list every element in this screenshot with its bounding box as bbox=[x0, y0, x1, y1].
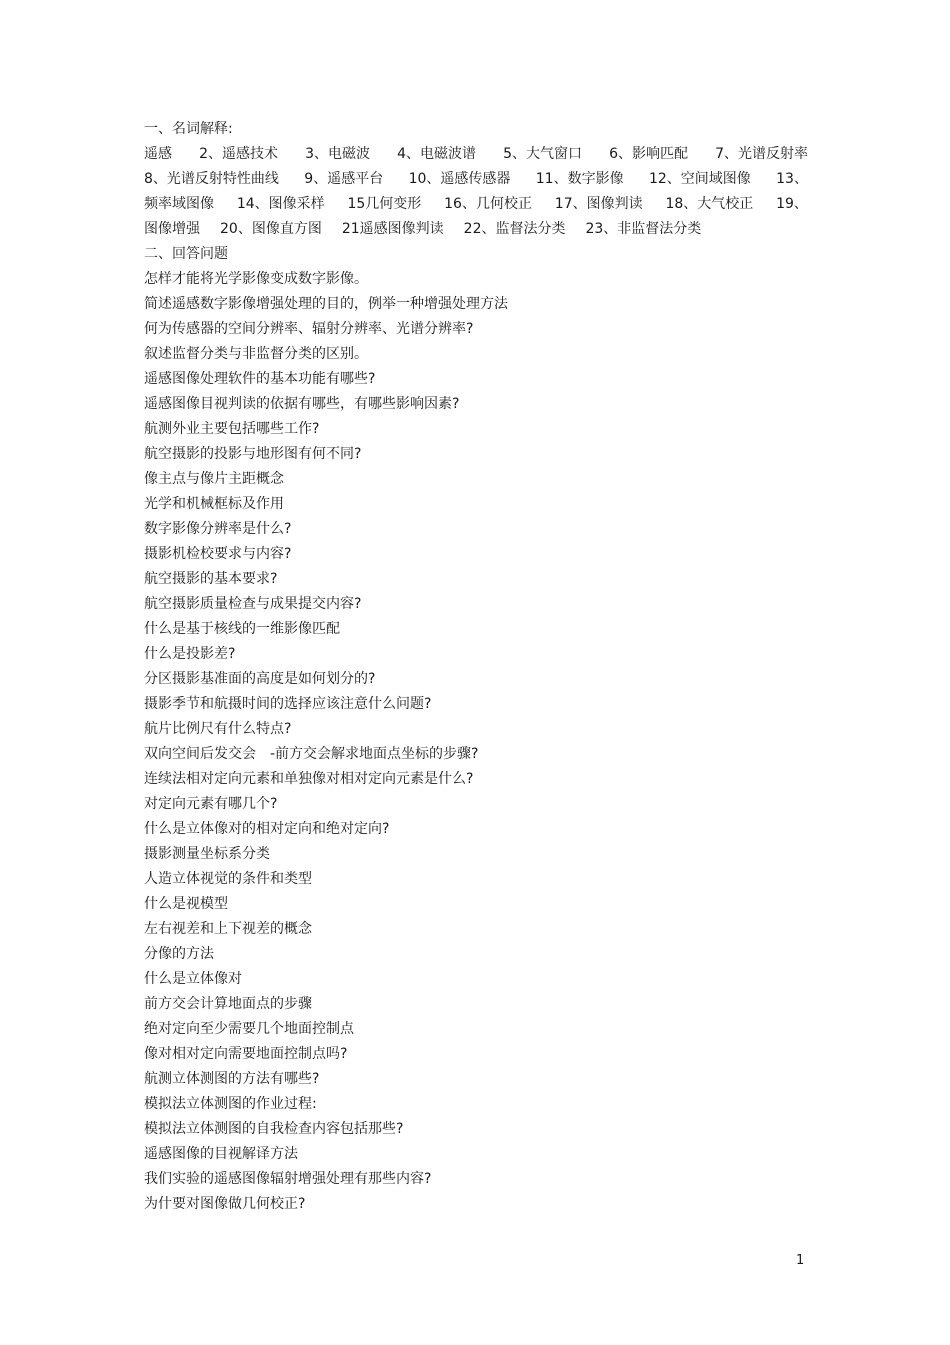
question-item: 光学和机械框标及作用 bbox=[144, 496, 284, 512]
question-item: 摄影机检校要求与内容? bbox=[144, 546, 292, 562]
question-item: 叙述监督分类与非监督分类的区别。 bbox=[144, 346, 368, 362]
term-item: 13、 bbox=[776, 171, 808, 187]
term-item: 4、电磁波谱 bbox=[397, 146, 476, 162]
question-item: 绝对定向至少需要几个地面控制点 bbox=[144, 1021, 354, 1037]
question-item: 航测立体测图的方法有哪些? bbox=[144, 1071, 320, 1087]
question-item: 什么是立体像对的相对定向和绝对定向? bbox=[144, 821, 390, 837]
question-item: 我们实验的遥感图像辐射增强处理有那些内容? bbox=[144, 1171, 432, 1187]
term-item: 20、图像直方图 bbox=[220, 221, 322, 237]
question-item: 分区摄影基准面的高度是如何划分的? bbox=[144, 671, 376, 687]
term-item: 19、 bbox=[776, 196, 808, 212]
term-item: 图像增强 bbox=[144, 221, 200, 237]
term-item: 2、遥感技术 bbox=[199, 146, 278, 162]
term-item: 遥感 bbox=[144, 146, 172, 162]
question-item: 航片比例尺有什么特点? bbox=[144, 721, 292, 737]
question-item: 遥感图像的目视解译方法 bbox=[144, 1146, 298, 1162]
term-item: 12、空间域图像 bbox=[648, 171, 751, 187]
question-item: 什么是视模型 bbox=[144, 896, 228, 912]
term-item: 14、图像采样 bbox=[236, 196, 325, 212]
term-item: 10、遥感传感器 bbox=[408, 171, 511, 187]
question-item: 前方交会计算地面点的步骤 bbox=[144, 996, 312, 1012]
question-item: 左右视差和上下视差的概念 bbox=[144, 921, 312, 937]
term-line bbox=[144, 217, 808, 242]
question-item: 模拟法立体测图的作业过程: bbox=[144, 1096, 317, 1112]
question-item: 分像的方法 bbox=[144, 946, 214, 962]
question-item: 何为传感器的空间分辨率、辐射分辨率、光谱分辨率? bbox=[144, 321, 474, 337]
question-item: 对定向元素有哪几个? bbox=[144, 796, 278, 812]
question-item: 像主点与像片主距概念 bbox=[144, 471, 284, 487]
question-item: 什么是基于核线的一维影像匹配 bbox=[144, 621, 340, 637]
question-item: 航空摄影的投影与地形图有何不同? bbox=[144, 446, 362, 462]
question-list bbox=[144, 267, 808, 1217]
term-line bbox=[144, 142, 808, 167]
question-item: 连续法相对定向元素和单独像对相对定向元素是什么? bbox=[144, 771, 474, 787]
question-item: 模拟法立体测图的自我检查内容包括那些? bbox=[144, 1121, 404, 1137]
term-item: 8、光谱反射特性曲线 bbox=[144, 171, 279, 187]
question-item: 什么是立体像对 bbox=[144, 971, 242, 987]
term-item: 17、图像判读 bbox=[554, 196, 643, 212]
question-item: 为什要对图像做几何校正? bbox=[144, 1196, 306, 1212]
question-item: 什么是投影差? bbox=[144, 646, 236, 662]
page-number: 1 bbox=[796, 1253, 805, 1268]
term-item: 3、电磁波 bbox=[305, 146, 370, 162]
document-body bbox=[144, 117, 808, 1217]
question-item: 人造立体视觉的条件和类型 bbox=[144, 871, 312, 887]
term-line bbox=[144, 192, 808, 217]
term-item: 21遥感图像判读 bbox=[341, 221, 444, 237]
term-item: 16、几何校正 bbox=[444, 196, 532, 212]
term-item: 22、监督法分类 bbox=[463, 221, 566, 237]
question-item: 航空摄影质量检查与成果提交内容? bbox=[144, 596, 362, 612]
term-item: 11、数字影像 bbox=[535, 171, 624, 187]
term-item: 18、大气校正 bbox=[665, 196, 754, 212]
question-item: 摄影季节和航摄时间的选择应该注意什么问题? bbox=[144, 696, 432, 712]
term-item: 频率域图像 bbox=[144, 196, 214, 212]
term-item: 15几何变形 bbox=[347, 196, 422, 212]
question-item: 怎样才能将光学影像变成数字影像。 bbox=[144, 271, 368, 287]
section2-heading: 二、回答问题 bbox=[144, 246, 228, 262]
term-item: 5、大气窗口 bbox=[503, 146, 582, 162]
term-item: 7、光谱反射率 bbox=[715, 146, 808, 162]
question-item: 像对相对定向需要地面控制点吗? bbox=[144, 1046, 348, 1062]
question-item: 遥感图像目视判读的依据有哪些，有哪些影响因素? bbox=[144, 396, 460, 412]
question-item: 简述遥感数字影像增强处理的目的，例举一种增强处理方法 bbox=[144, 296, 508, 312]
term-item: 9、遥感平台 bbox=[304, 171, 384, 187]
section1-heading: 一、名词解释: bbox=[144, 121, 233, 137]
term-item: 23、非监督法分类 bbox=[585, 221, 702, 237]
term-line bbox=[144, 167, 808, 192]
question-item: 摄影测量坐标系分类 bbox=[144, 846, 270, 862]
question-item: 双向空间后发交会 -前方交会解求地面点坐标的步骤? bbox=[144, 746, 479, 762]
term-item: 6、影响匹配 bbox=[609, 146, 688, 162]
question-item: 数字影像分辨率是什么? bbox=[144, 521, 292, 537]
question-item: 航测外业主要包括哪些工作? bbox=[144, 421, 320, 437]
term-list bbox=[144, 142, 808, 242]
question-item: 航空摄影的基本要求? bbox=[144, 571, 278, 587]
question-item: 遥感图像处理软件的基本功能有哪些? bbox=[144, 371, 376, 387]
